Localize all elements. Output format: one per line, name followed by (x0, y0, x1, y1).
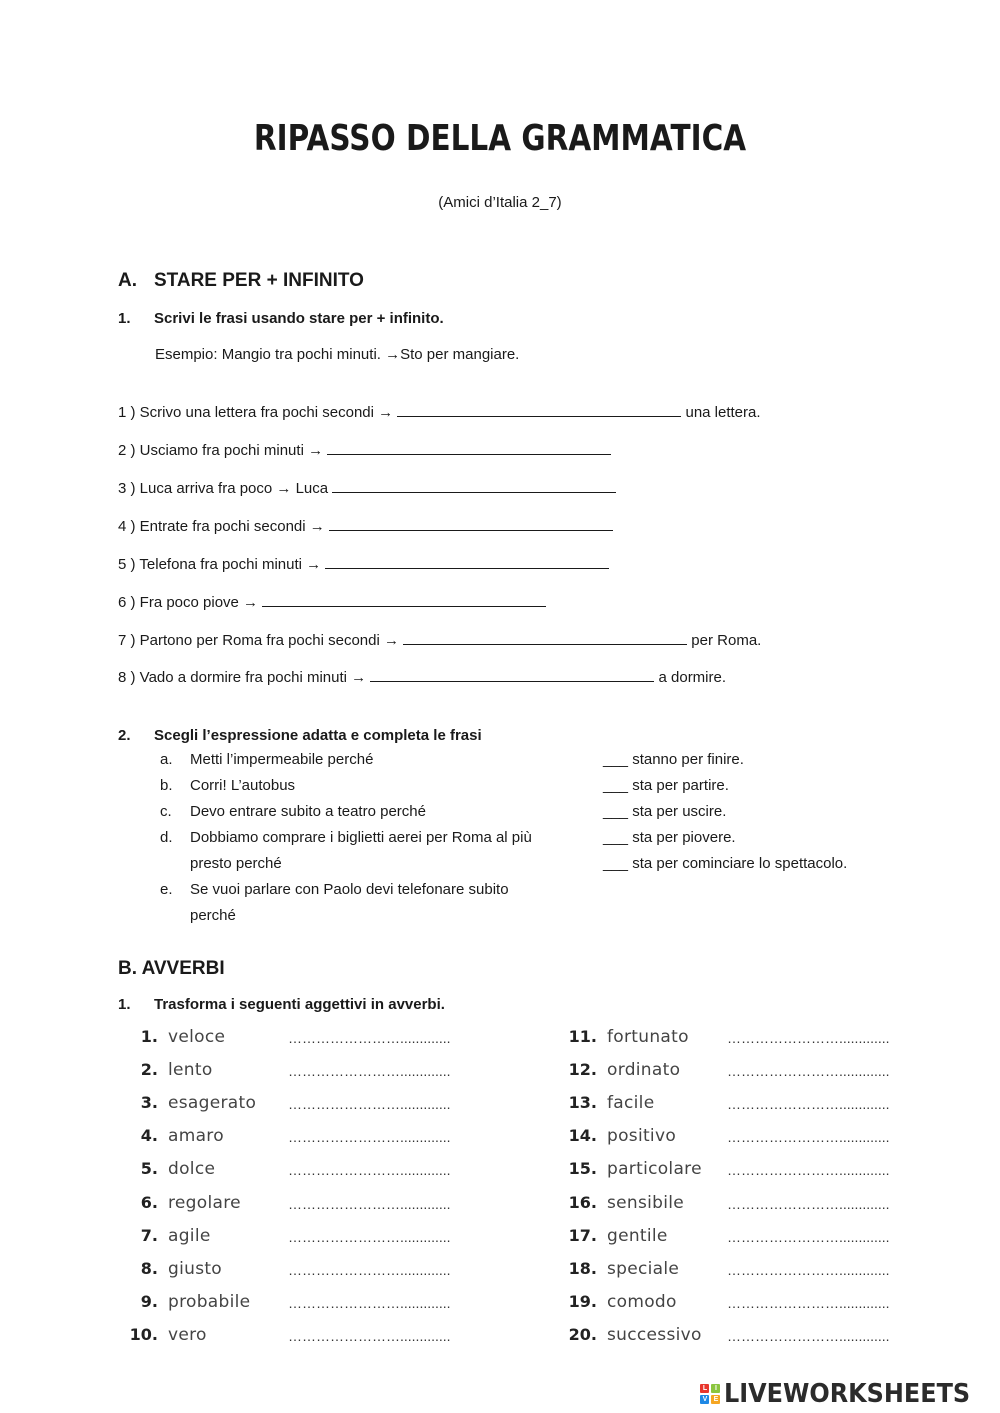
adverb-item (561, 1226, 668, 1246)
choice-letter: e. (160, 881, 173, 898)
answer-dots[interactable]: ……………………............. (288, 1195, 451, 1212)
choice-letter: c. (160, 803, 172, 820)
section-a-letter: A. (118, 270, 137, 291)
answer-dots[interactable]: ……………………............. (288, 1261, 451, 1278)
sentence-prompt: 7 ) Partono per Roma fra pochi secondi → (118, 632, 404, 649)
adjective-word: speciale (607, 1258, 680, 1279)
answer-blank[interactable] (262, 592, 546, 607)
choice-text: Se vuoi parlare con Paolo devi telefonare subito (190, 881, 509, 898)
answer-option[interactable]: ___ sta per uscire. (603, 803, 727, 820)
choice-text: Corri! L’autobus (190, 777, 296, 794)
adverb-number: 12. (568, 1060, 597, 1080)
choice-item-e (160, 881, 509, 898)
adverb-number: 4. (140, 1126, 158, 1146)
answer-option[interactable]: ___ sta per cominciare lo spettacolo. (603, 855, 848, 872)
adjective-word: gentile (607, 1225, 668, 1246)
answer-blank[interactable] (332, 478, 616, 493)
answer-dots[interactable]: ……………………............. (727, 1228, 890, 1245)
exercise-b1-number: 1. (118, 996, 131, 1013)
choice-item-d (160, 829, 532, 846)
exercise-a2-heading (118, 727, 482, 744)
choice-text-continued: presto perché (190, 855, 282, 872)
adverb-number: 1. (140, 1027, 158, 1046)
sentence-suffix: a dormire. (654, 669, 727, 686)
sentence-row (118, 667, 726, 686)
adjective-word: positivo (607, 1126, 677, 1147)
answer-dots[interactable]: ……………………............. (727, 1030, 890, 1046)
adverb-item (561, 1159, 702, 1179)
adverb-item (561, 1060, 680, 1080)
answer-blank[interactable] (403, 630, 687, 645)
sentence-prompt: 1 ) Scrivo una lettera fra pochi secondi → (118, 404, 398, 421)
answer-option[interactable]: ___ sta per piovere. (603, 829, 736, 846)
section-a-title: STARE PER + INFINITO (154, 270, 364, 291)
answer-dots[interactable]: ……………………............. (288, 1327, 451, 1344)
adverb-item (561, 1126, 676, 1146)
sentence-prompt: 4 ) Entrate fra pochi secondi → (118, 518, 329, 535)
sentence-prompt: 5 ) Telefona fra pochi minuti → (118, 556, 326, 573)
answer-dots[interactable]: ……………………............. (727, 1294, 890, 1311)
adverb-item (561, 1193, 684, 1213)
adjective-word: esagerato (168, 1093, 257, 1114)
sentence-row (118, 516, 613, 535)
answer-dots[interactable]: ……………………............. (727, 1096, 890, 1113)
adjective-word: sensibile (607, 1192, 685, 1213)
answer-blank[interactable] (397, 402, 681, 417)
answer-blank[interactable] (370, 667, 654, 682)
adverb-number: 5. (140, 1159, 158, 1179)
adverb-number: 9. (140, 1291, 158, 1311)
answer-dots[interactable]: ……………………............. (288, 1228, 451, 1245)
choice-item-a (160, 751, 373, 768)
choice-item-c (160, 803, 426, 820)
adverb-number: 19. (568, 1291, 597, 1311)
answer-option[interactable]: ___ sta per partire. (603, 777, 729, 794)
choice-item-b (160, 777, 295, 794)
adverb-item (122, 1027, 225, 1047)
sentence-suffix: per Roma. (687, 632, 762, 649)
sentence-row (118, 630, 761, 649)
adjective-word: facile (607, 1093, 655, 1114)
adverb-number: 2. (140, 1060, 158, 1080)
answer-dots[interactable]: ……………………............. (288, 1096, 451, 1113)
adjective-word: ordinato (607, 1060, 681, 1081)
page-subtitle: (Amici d’Italia 2_7) (438, 194, 562, 211)
sentence-prompt: 8 ) Vado a dormire fra pochi minuti → (118, 669, 371, 686)
adverb-item (122, 1093, 256, 1113)
choice-letter: a. (160, 751, 173, 768)
adverb-item (561, 1325, 702, 1345)
sentence-prompt: 3 ) Luca arriva fra poco → Luca (118, 480, 333, 497)
answer-dots[interactable]: ……………………............. (727, 1261, 890, 1278)
answer-dots[interactable]: ……………………............. (727, 1195, 890, 1212)
exercise-a1-instruction: Scrivi le frasi usando stare per + infinito. (154, 310, 444, 327)
adverb-item (122, 1159, 215, 1179)
logo-mark-icon: L I V E (700, 1384, 720, 1404)
exercise-a1-heading (118, 310, 444, 327)
adjective-word: lento (168, 1060, 213, 1081)
answer-dots[interactable]: ……………………............. (288, 1294, 451, 1311)
adverb-number: 6. (140, 1192, 158, 1212)
choice-text-continued: perché (190, 907, 236, 924)
adjective-word: dolce (168, 1159, 216, 1180)
adverb-item (561, 1259, 679, 1279)
answer-dots[interactable]: ……………………............. (727, 1129, 890, 1146)
sentence-prompt: 6 ) Fra poco piove → (118, 594, 263, 611)
sentence-row (118, 554, 609, 573)
answer-blank[interactable] (327, 440, 611, 455)
exercise-a1-example: Esempio: Mangio tra pochi minuti. →Sto per mangiare. (155, 346, 520, 363)
adverb-item (122, 1259, 222, 1279)
sentence-row (118, 592, 546, 611)
adjective-word: fortunato (607, 1027, 689, 1047)
answer-blank[interactable] (329, 516, 613, 531)
answer-dots[interactable]: ……………………............. (288, 1129, 451, 1146)
answer-blank[interactable] (325, 554, 609, 569)
adverb-item (561, 1093, 654, 1113)
adverb-number: 13. (568, 1093, 597, 1113)
answer-dots[interactable]: ……………………............. (288, 1063, 451, 1080)
adverb-number: 3. (140, 1093, 158, 1113)
adverb-number: 20. (568, 1324, 597, 1344)
adverb-number: 15. (568, 1159, 597, 1179)
choice-text: Dobbiamo comprare i biglietti aerei per Roma al più (190, 829, 532, 846)
section-b-title: B. AVVERBI (118, 958, 225, 979)
adverb-item (122, 1193, 241, 1213)
adverb-item (561, 1027, 689, 1047)
adverb-item (122, 1292, 250, 1312)
exercise-b1-instruction: Trasforma i seguenti aggettivi in avverbi. (154, 996, 445, 1013)
adjective-word: agile (168, 1225, 211, 1246)
exercise-a2-number: 2. (118, 727, 131, 744)
sentence-row (118, 440, 611, 459)
adjective-word: successivo (607, 1324, 702, 1345)
answer-option[interactable]: ___ stanno per finire. (603, 751, 744, 768)
liveworksheets-logo (700, 1379, 992, 1409)
exercise-a2-instruction: Scegli l’espressione adatta e completa le frasi (154, 727, 482, 744)
adverb-number: 16. (568, 1192, 597, 1212)
sentence-suffix: una lettera. (681, 404, 761, 421)
answer-dots[interactable]: ……………………............. (288, 1162, 451, 1179)
adverb-number: 18. (568, 1258, 597, 1278)
adjective-word: probabile (168, 1291, 251, 1312)
sentence-prompt: 2 ) Usciamo fra pochi minuti → (118, 442, 328, 459)
page-title: RIPASSO DELLA GRAMMATICA (253, 118, 747, 159)
answer-dots[interactable]: ……………………............. (727, 1162, 890, 1179)
adjective-word: giusto (168, 1258, 223, 1279)
adverb-item (561, 1292, 677, 1312)
adverb-item (122, 1226, 211, 1246)
adverb-number: 10. (129, 1324, 158, 1344)
adjective-word: amaro (168, 1126, 224, 1147)
adjective-word: regolare (168, 1192, 241, 1213)
adverb-number: 8. (140, 1258, 158, 1278)
answer-dots[interactable]: ……………………............. (288, 1030, 451, 1046)
adverb-item (122, 1060, 213, 1080)
exercise-a1-number: 1. (118, 310, 131, 327)
sentence-row (118, 478, 616, 497)
exercise-b1-heading (118, 996, 445, 1013)
sentence-row (118, 402, 761, 421)
choice-text: Metti l’impermeabile perché (190, 751, 374, 768)
answer-dots[interactable]: ……………………............. (727, 1327, 890, 1344)
adverb-number: 7. (140, 1225, 158, 1245)
adverb-number: 11. (568, 1027, 597, 1046)
adjective-word: vero (168, 1324, 207, 1345)
adjective-word: veloce (168, 1027, 226, 1047)
section-a-heading (118, 270, 364, 292)
adjective-word: particolare (607, 1159, 702, 1180)
adverb-item (122, 1325, 207, 1345)
adverb-number: 17. (568, 1225, 597, 1245)
answer-dots[interactable]: ……………………............. (727, 1063, 890, 1080)
choice-text: Devo entrare subito a teatro perché (190, 803, 426, 820)
adverb-item (122, 1126, 224, 1146)
logo-text: LIVEWORKSHEETS (724, 1379, 971, 1409)
choice-letter: b. (160, 777, 173, 794)
adjective-word: comodo (607, 1291, 677, 1312)
choice-letter: d. (160, 829, 173, 846)
adverb-number: 14. (568, 1126, 597, 1146)
